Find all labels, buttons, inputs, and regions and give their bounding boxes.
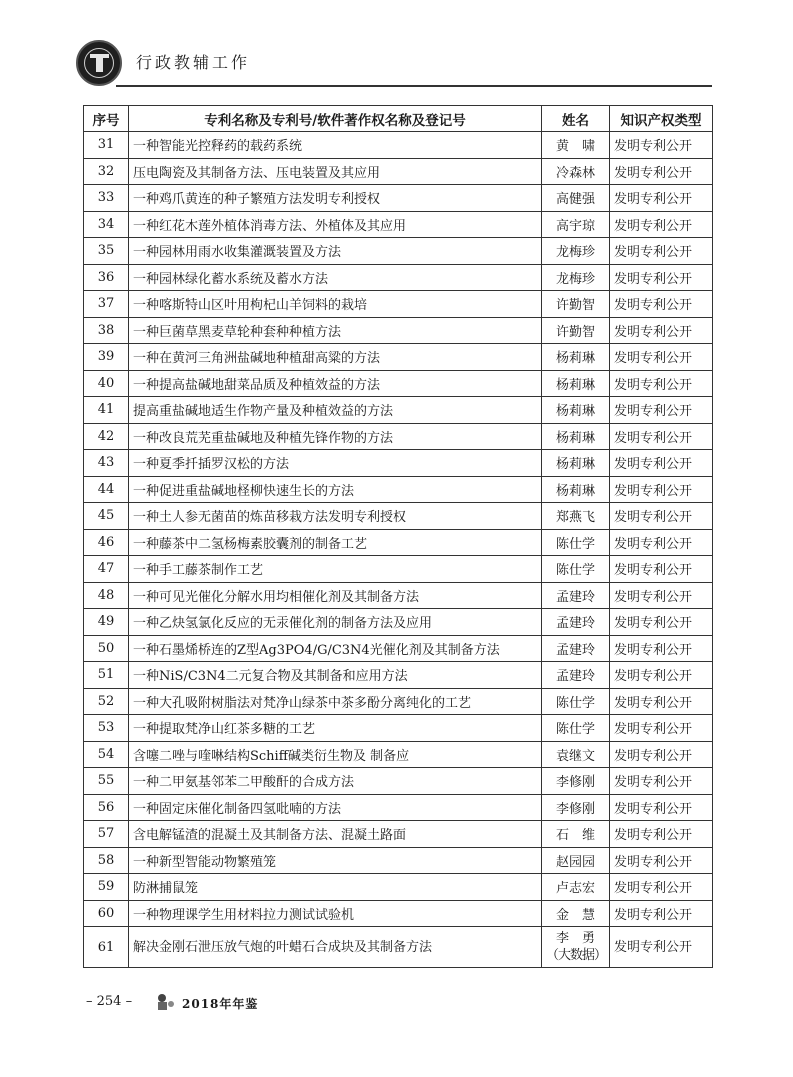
row-title: 提高重盐碱地适生作物产量及种植效益的方法 [129, 397, 542, 424]
row-type: 发明专利公开 [610, 582, 713, 609]
table-row [84, 847, 713, 874]
row-type: 发明专利公开 [610, 900, 713, 927]
row-title: 一种新型智能动物繁殖笼 [129, 847, 542, 874]
row-title: 压电陶瓷及其制备方法、压电装置及其应用 [129, 158, 542, 185]
row-type: 发明专利公开 [610, 397, 713, 424]
row-title: 一种改良荒芜重盐碱地及种植先锋作物的方法 [129, 423, 542, 450]
row-person: 杨莉琳 [542, 370, 610, 397]
row-person: 孟建玲 [542, 582, 610, 609]
row-number: 53 [84, 715, 129, 742]
row-type: 发明专利公开 [610, 662, 713, 689]
row-person: 许勤智 [542, 291, 610, 318]
table-row [84, 317, 713, 344]
row-type: 发明专利公开 [610, 317, 713, 344]
table-row [84, 238, 713, 265]
row-type: 发明专利公开 [610, 291, 713, 318]
row-number: 37 [84, 291, 129, 318]
row-title: 一种智能光控释药的载药系统 [129, 132, 542, 159]
row-person: 杨莉琳 [542, 397, 610, 424]
row-title: 一种促进重盐碱地柽柳快速生长的方法 [129, 476, 542, 503]
table-row [84, 609, 713, 636]
table-row [84, 741, 713, 768]
row-person: 冷森林 [542, 158, 610, 185]
row-type: 发明专利公开 [610, 874, 713, 901]
row-person: 孟建玲 [542, 635, 610, 662]
row-number: 61 [84, 927, 129, 968]
row-person: 杨莉琳 [542, 423, 610, 450]
row-person: 许勤智 [542, 317, 610, 344]
table-row [84, 688, 713, 715]
table-row [84, 794, 713, 821]
table-row [84, 768, 713, 795]
row-title: 一种园林用雨水收集灌溉装置及方法 [129, 238, 542, 265]
row-title: 一种藤茶中二氢杨梅素胶囊剂的制备工艺 [129, 529, 542, 556]
row-title: 一种乙炔氢氯化反应的无汞催化剂的制备方法及应用 [129, 609, 542, 636]
row-person: 卢志宏 [542, 874, 610, 901]
row-number: 55 [84, 768, 129, 795]
row-person: 杨莉琳 [542, 344, 610, 371]
row-person: 龙梅珍 [542, 238, 610, 265]
row-type: 发明专利公开 [610, 927, 713, 968]
row-number: 36 [84, 264, 129, 291]
row-person: 袁继文 [542, 741, 610, 768]
table-row [84, 662, 713, 689]
row-number: 38 [84, 317, 129, 344]
row-type: 发明专利公开 [610, 556, 713, 583]
patent-table [83, 105, 713, 968]
row-person: 石 维 [542, 821, 610, 848]
row-title: 一种土人参无菌苗的炼苗移栽方法发明专利授权 [129, 503, 542, 530]
table-row [84, 185, 713, 212]
row-title: 一种石墨烯桥连的Z型Ag3PO4/G/C3N4光催化剂及其制备方法 [129, 635, 542, 662]
row-type: 发明专利公开 [610, 423, 713, 450]
row-number: 44 [84, 476, 129, 503]
row-title: 含电解锰渣的混凝土及其制备方法、混凝土路面 [129, 821, 542, 848]
row-title: 一种在黄河三角洲盐碱地种植甜高粱的方法 [129, 344, 542, 371]
row-person: 龙梅珍 [542, 264, 610, 291]
row-type: 发明专利公开 [610, 344, 713, 371]
row-number: 56 [84, 794, 129, 821]
row-type: 发明专利公开 [610, 185, 713, 212]
table-row [84, 821, 713, 848]
row-type: 发明专利公开 [610, 847, 713, 874]
row-title: 一种NiS/C3N4二元复合物及其制备和应用方法 [129, 662, 542, 689]
row-type: 发明专利公开 [610, 476, 713, 503]
row-title: 一种红花木莲外植体消毒方法、外植体及其应用 [129, 211, 542, 238]
row-person: 李修刚 [542, 768, 610, 795]
row-number: 51 [84, 662, 129, 689]
table-row [84, 715, 713, 742]
row-title: 一种固定床催化制备四氢吡喃的方法 [129, 794, 542, 821]
row-title: 一种巨菌草黑麦草轮种套种种植方法 [129, 317, 542, 344]
table-row [84, 211, 713, 238]
row-person: 杨莉琳 [542, 450, 610, 477]
table-row [84, 450, 713, 477]
row-title: 一种物理课学生用材料拉力测试试验机 [129, 900, 542, 927]
row-title: 含噻二唑与喹啉结构Schiff碱类衍生物及 制备应 [129, 741, 542, 768]
table-row [84, 397, 713, 424]
table-row [84, 556, 713, 583]
row-type: 发明专利公开 [610, 688, 713, 715]
row-person: 黄 啸 [542, 132, 610, 159]
row-number: 45 [84, 503, 129, 530]
table-row [84, 291, 713, 318]
row-number: 41 [84, 397, 129, 424]
row-person: 孟建玲 [542, 609, 610, 636]
row-person: 金 慧 [542, 900, 610, 927]
row-number: 34 [84, 211, 129, 238]
row-title: 一种喀斯特山区叶用枸杞山羊饲料的栽培 [129, 291, 542, 318]
row-type: 发明专利公开 [610, 821, 713, 848]
page-header [76, 40, 712, 90]
row-number: 57 [84, 821, 129, 848]
row-number: 35 [84, 238, 129, 265]
col-header-name: 姓名 [542, 106, 610, 132]
mascot-icon [154, 992, 176, 1012]
table-row [84, 370, 713, 397]
yearbook-title: 2018年年鉴 [182, 997, 259, 1011]
row-title: 一种夏季扦插罗汉松的方法 [129, 450, 542, 477]
col-header-number: 序号 [84, 106, 129, 132]
row-number: 31 [84, 132, 129, 159]
row-person: 陈仕学 [542, 529, 610, 556]
row-type: 发明专利公开 [610, 370, 713, 397]
row-type: 发明专利公开 [610, 211, 713, 238]
table-row [84, 927, 713, 968]
row-title: 一种大孔吸附树脂法对梵净山绿茶中茶多酚分离纯化的工艺 [129, 688, 542, 715]
table-row [84, 874, 713, 901]
table-row [84, 423, 713, 450]
table-row [84, 635, 713, 662]
table-row [84, 264, 713, 291]
row-number: 43 [84, 450, 129, 477]
row-type: 发明专利公开 [610, 794, 713, 821]
row-title: 解决金刚石泄压放气炮的叶蜡石合成块及其制备方法 [129, 927, 542, 968]
table-row [84, 900, 713, 927]
row-number: 46 [84, 529, 129, 556]
row-title: 防淋捕鼠笼 [129, 874, 542, 901]
row-number: 33 [84, 185, 129, 212]
row-person: 杨莉琳 [542, 476, 610, 503]
row-person: 李修刚 [542, 794, 610, 821]
row-number: 49 [84, 609, 129, 636]
row-type: 发明专利公开 [610, 503, 713, 530]
table-row [84, 158, 713, 185]
row-number: 58 [84, 847, 129, 874]
row-title: 一种二甲氨基邻苯二甲酸酐的合成方法 [129, 768, 542, 795]
row-title: 一种园林绿化蓄水系统及蓄水方法 [129, 264, 542, 291]
row-person [542, 927, 610, 968]
table-row [84, 476, 713, 503]
table-header-row [84, 106, 713, 132]
row-title: 一种提取梵净山红茶多糖的工艺 [129, 715, 542, 742]
row-number: 52 [84, 688, 129, 715]
row-type: 发明专利公开 [610, 238, 713, 265]
table-row [84, 344, 713, 371]
row-number: 50 [84, 635, 129, 662]
row-type: 发明专利公开 [610, 635, 713, 662]
row-number: 47 [84, 556, 129, 583]
row-person: 陈仕学 [542, 688, 610, 715]
row-person: 陈仕学 [542, 715, 610, 742]
table-row [84, 132, 713, 159]
row-person-line1: 李 勇 [555, 931, 595, 946]
row-person: 陈仕学 [542, 556, 610, 583]
table-row [84, 529, 713, 556]
row-title: 一种可见光催化分解水用均相催化剂及其制备方法 [129, 582, 542, 609]
row-person: 郑燕飞 [542, 503, 610, 530]
row-title: 一种提高盐碱地甜菜品质及种植效益的方法 [129, 370, 542, 397]
row-title: 一种鸡爪黄连的种子繁殖方法发明专利授权 [129, 185, 542, 212]
row-type: 发明专利公开 [610, 529, 713, 556]
row-type: 发明专利公开 [610, 264, 713, 291]
row-person: 高宇琼 [542, 211, 610, 238]
row-number: 39 [84, 344, 129, 371]
row-type: 发明专利公开 [610, 158, 713, 185]
row-person-line2: （大数据） [546, 948, 607, 963]
page-number: – 254 – [86, 994, 133, 1009]
table-row [84, 503, 713, 530]
row-person: 孟建玲 [542, 662, 610, 689]
row-type: 发明专利公开 [610, 450, 713, 477]
row-number: 54 [84, 741, 129, 768]
col-header-type: 知识产权类型 [610, 106, 713, 132]
row-type: 发明专利公开 [610, 715, 713, 742]
row-type: 发明专利公开 [610, 132, 713, 159]
row-number: 59 [84, 874, 129, 901]
row-number: 40 [84, 370, 129, 397]
row-type: 发明专利公开 [610, 609, 713, 636]
row-title: 一种手工藤茶制作工艺 [129, 556, 542, 583]
row-type: 发明专利公开 [610, 741, 713, 768]
table-row [84, 582, 713, 609]
row-type: 发明专利公开 [610, 768, 713, 795]
row-person: 赵园园 [542, 847, 610, 874]
header-rule [116, 85, 712, 87]
row-number: 32 [84, 158, 129, 185]
page-footer [86, 992, 386, 1016]
row-number: 42 [84, 423, 129, 450]
row-number: 48 [84, 582, 129, 609]
section-title: 行政教辅工作 [136, 53, 251, 72]
col-header-title: 专利名称及专利号/软件著作权名称及登记号 [129, 106, 542, 132]
university-logo [76, 40, 122, 86]
row-person: 高健强 [542, 185, 610, 212]
row-number: 60 [84, 900, 129, 927]
